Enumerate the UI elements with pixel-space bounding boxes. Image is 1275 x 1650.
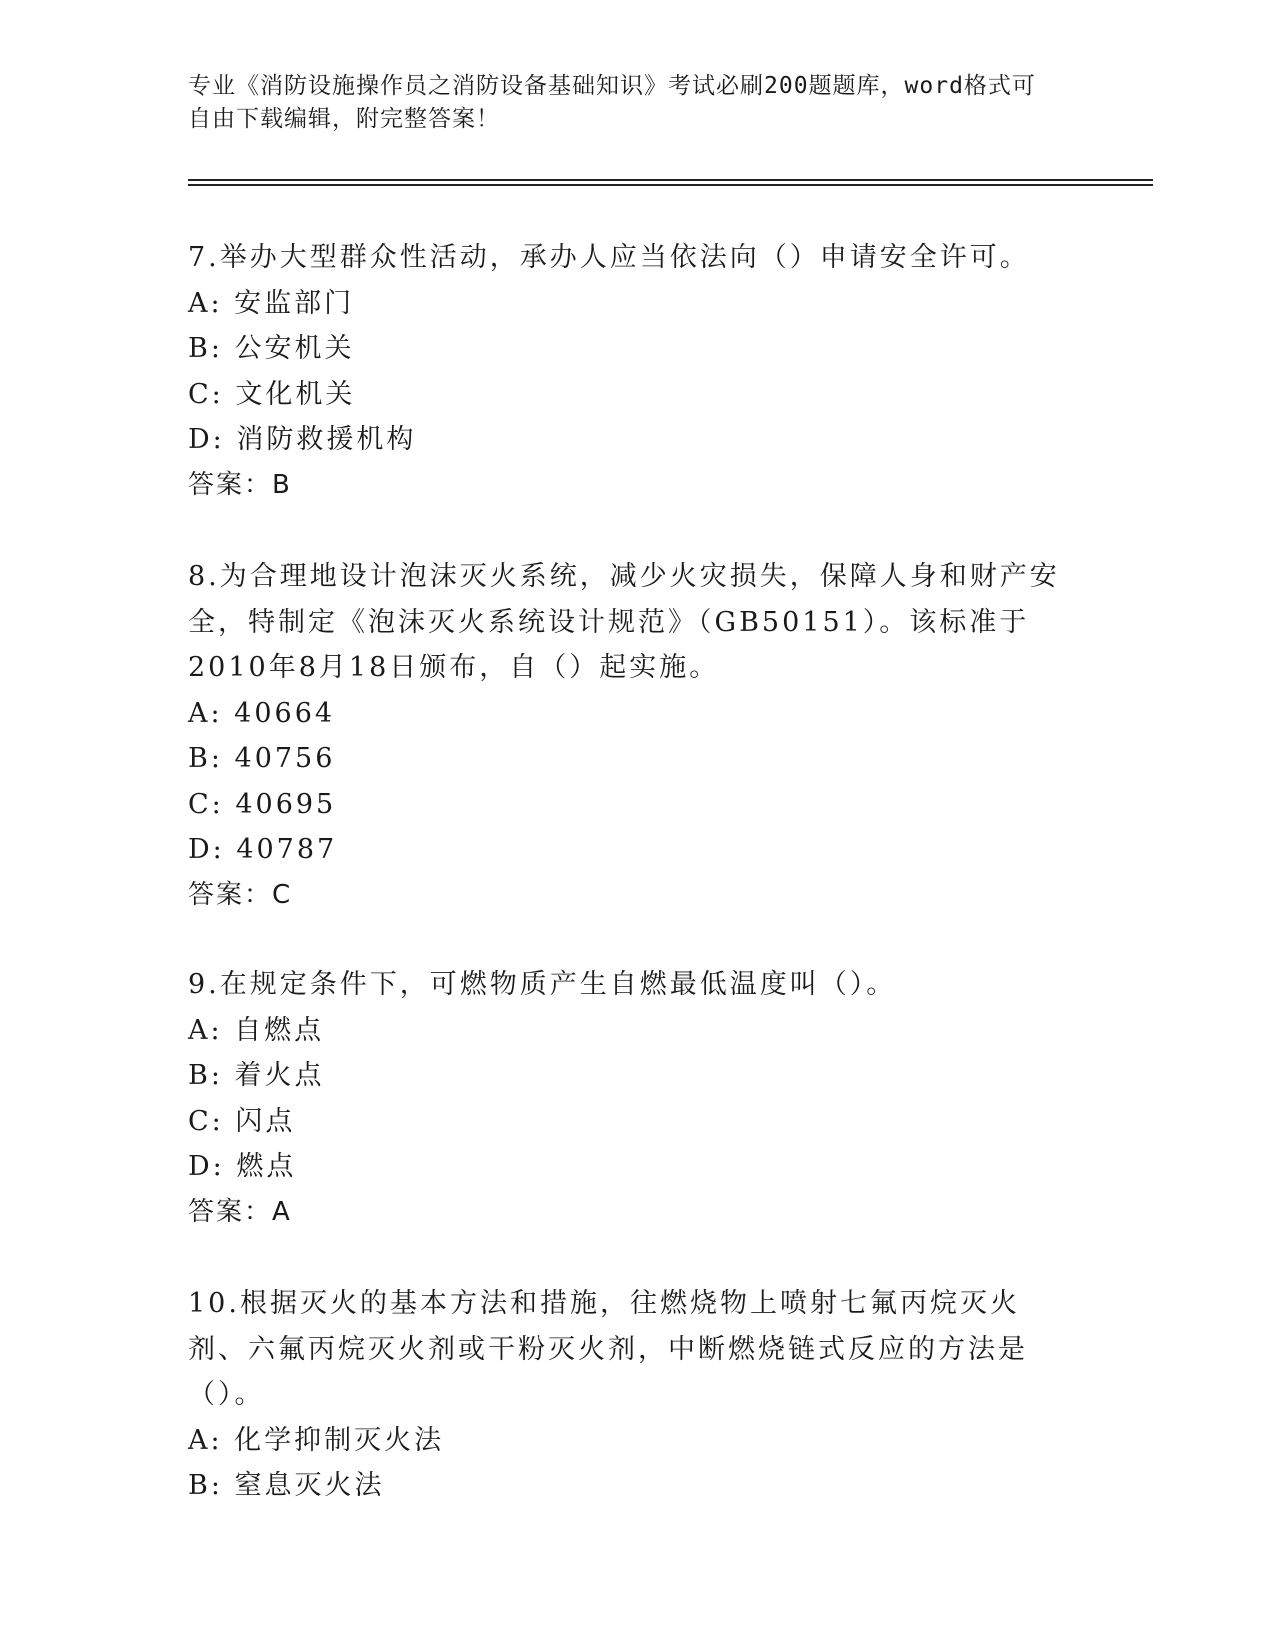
option-d: D: 40787 — [188, 834, 338, 865]
answer: 答案：A — [188, 1196, 292, 1227]
question-stem: 7.举办大型群众性活动，承办人应当依法向（）申请安全许可。 — [188, 242, 1030, 273]
document-header — [188, 70, 1068, 136]
header-line-2: 自由下载编辑，附完整答案！ — [188, 106, 500, 132]
option-b: B: 公安机关 — [188, 333, 355, 364]
question-9 — [188, 962, 1068, 1235]
option-a: A: 40664 — [188, 697, 336, 729]
question-8 — [188, 554, 1068, 918]
answer: 答案：B — [188, 469, 292, 500]
question-stem: 9.在规定条件下，可燃物质产生自燃最低温度叫（）。 — [188, 969, 897, 1000]
option-b: B: 窒息灭火法 — [188, 1470, 385, 1501]
question-stem: 8.为合理地设计泡沫灭火系统，减少火灾损失，保障人身和财产安全，特制定《泡沫灭火系统设计规范》（GB50151）。该标准于2010年8月18日颁布，自（）起实施。 — [188, 561, 1060, 683]
answer: 答案：C — [188, 879, 293, 910]
option-a: A: 自燃点 — [188, 1014, 325, 1046]
header-divider-top — [188, 179, 1153, 181]
header-divider-bottom — [188, 184, 1153, 186]
option-d: D: 燃点 — [188, 1151, 297, 1182]
option-d: D: 消防救援机构 — [188, 424, 417, 455]
option-c: C: 40695 — [188, 788, 337, 820]
header-line-1: 专业《消防设施操作员之消防设备基础知识》考试必刷200题题库，word格式可 — [188, 73, 1036, 99]
option-a: A: 安监部门 — [188, 287, 355, 319]
option-c: C: 闪点 — [188, 1105, 296, 1137]
question-10 — [188, 1281, 1068, 1509]
option-c: C: 文化机关 — [188, 378, 356, 410]
option-b: B: 着火点 — [188, 1060, 325, 1091]
option-b: B: 40756 — [188, 743, 336, 774]
question-7 — [188, 235, 1068, 508]
question-stem: 10.根据灭火的基本方法和措施，往燃烧物上喷射七氟丙烷灭火剂、六氟丙烷灭火剂或干粉灭火剂，中断燃烧链式反应的方法是（）。 — [188, 1288, 1028, 1410]
option-a: A: 化学抑制灭火法 — [188, 1424, 445, 1456]
